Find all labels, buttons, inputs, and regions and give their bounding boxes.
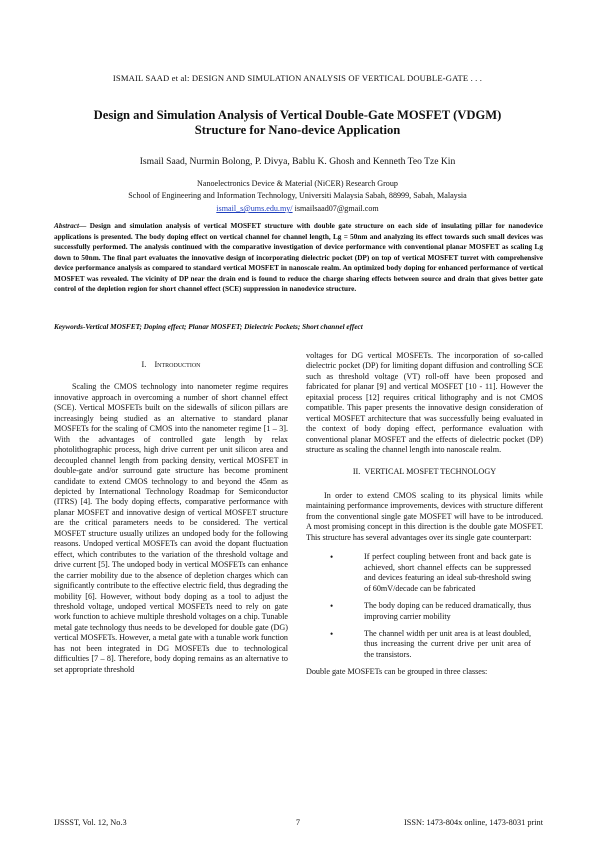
- list-item-text: The channel width per unit area is at least doubled, thus increasing the current drive per unit area of the transistors.: [364, 628, 531, 659]
- paper-title: [40, 108, 555, 138]
- footer-journal: IJSSST, Vol. 12, No.3: [54, 818, 127, 827]
- section-title: Introduction: [154, 360, 201, 369]
- page-number: 7: [295, 818, 301, 827]
- closing-line: Double gate MOSFETs can be grouped in three classes:: [306, 667, 488, 677]
- author-list: Ismail Saad, Nurmin Bolong, P. Divya, Bablu K. Ghosh and Kenneth Teo Tze Kin: [139, 156, 456, 167]
- section-number: II.: [352, 466, 361, 476]
- advantages-list: [306, 552, 543, 660]
- right-column: [306, 351, 543, 678]
- title-line-1: Design and Simulation Analysis of Vertical Double-Gate MOSFET (VDGM): [93, 108, 502, 122]
- intro-paragraph: Scaling the CMOS technology into nanometer regime requires innovative approach in overcoming a number of short channel effect (SCE). Vertical MOSFETs built on the sidewalls of silicon pillars are increasingly being studied as an alternative to standard planar MOSFETs for the scaling of CMOS into the nanometer regime [1 – 3]. With the advantages of controlled gate length by relax photolithographic process, high drive current per unit silicon area and decoupled channel length from packing density, vertical MOSFET in double-gate and/or surround gate structure has become prominent candidate to extend CMOS technology to and beyond the 45nm as depicted by International Technology Roadmap for Semiconductor (ITRS) [4]. The body doping effects, comparative performance with planar MOSFET and innovative design of vertical MOSFET structure are the critical parameters needs to be considered. The vertical MOSFET structure usually utilizes an undoped body for the following reasons. Undoped vertical MOSFETs can avoid the dopant fluctuation effect, which contributes to the variation of the threshold voltage and drive current [5]. The undoped body in vertical MOSFETs can enhance the carrier mobility due to the absence of depletion charges which can significantly contribute to the effective electric field, thus degrading the mobility [6]. However, without body doping as a tool to adjust the threshold voltage, undoped vertical MOSFETs need to rely on gate work function to achieve multiple threshold voltages on a chip. Tunable metal gate technology thus needs to be developed for double gate (DG) vertical MOSFETs. However, a metal gate with a tunable work function has not been integrated in DG MOSFETs due to technological difficulties [7 – 8]. Therefore, body doping remains as an alternative to set appropriate threshold: [54, 382, 288, 674]
- section2-paragraph: In order to extend CMOS scaling to its physical limits while maintaining performance improvements, devices with structure different from the conventional single gate MOSFET will have to be introduced. A most promising concept in this direction is the double gate MOSFET. This structure has several advantages over its single gate counterpart:: [306, 490, 543, 542]
- title-line-2: Structure for Nano-device Application: [194, 123, 401, 137]
- abstract-body: — Design and simulation analysis of vertical MOSFET structure with double gate structure on each side of insulating pillar for nanodevice applications is presented. The body doping effect on vertical channel for channel length, Lg = 50nm and analyzing its effect towards such small devices was successfully performed. The analysis continued with the comparative investigation of device performance with conventional planar MOSFET as scaling Lg down to 50nm. The final part evaluates the innovative design of incorporating dielectric pocket (DP) on top of vertical MOSFET turret with comprehensive device performance analysis as compared to standard vertical MOSFET in nanoscale realm. An optimized body doping for enhanced performance of vertical MOSFET was revealed. The vicinity of DP near the drain end is found to reduce the charge sharing effects between source and drain that gives better gate control of the depletion region for short channel effect (SCE) suppression in nanodevice structure.: [54, 222, 543, 293]
- footer-issn: ISSN: 1473-804x online, 1473-8031 print: [404, 818, 543, 827]
- abstract: [54, 221, 543, 295]
- list-item-text: The body doping can be reduced dramatically, thus improving carrier mobility: [364, 601, 531, 621]
- email-link[interactable]: ismail_s@ums.edu.my/: [216, 204, 293, 213]
- section-heading-introduction: [54, 360, 288, 370]
- left-column: [54, 360, 288, 675]
- running-head: ISMAIL SAAD et al: DESIGN AND SIMULATION ANALYSIS OF VERTICAL DOUBLE-GATE . . .: [112, 73, 483, 83]
- list-item-text: If perfect coupling between front and back gate is achieved, short channel effects can be suppressed and devices featuring an ideal sub-threshold swing of 60mV/decade can be fabricated: [364, 552, 531, 593]
- affiliation-school: School of Engineering and Information Technology, Universiti Malaysia Sabah, 88999, Sabah, Malaysia: [128, 191, 467, 200]
- email-secondary: ismailsaad07@gmail.com: [294, 204, 379, 213]
- section-number: I.: [141, 360, 147, 369]
- keywords: Keywords-Vertical MOSFET; Doping effect; Planar MOSFET; Dielectric Pockets; Short channel effect: [54, 323, 363, 331]
- list-item: [306, 552, 543, 594]
- abstract-label: Abstract: [54, 222, 79, 230]
- section-title: VERTICAL MOSFET TECHNOLOGY: [364, 466, 497, 476]
- bullet-icon: •: [330, 628, 334, 639]
- author-emails: [40, 203, 555, 215]
- affiliation-group: Nanoelectronics Device & Material (NiCER) Research Group: [197, 179, 398, 188]
- list-item: [306, 601, 543, 622]
- section-heading-vertical-mosfet: [306, 467, 543, 477]
- bullet-icon: •: [330, 552, 334, 563]
- bullet-icon: •: [330, 601, 334, 612]
- list-item: [306, 629, 543, 660]
- intro-continuation: voltages for DG vertical MOSFETs. The incorporation of so-called dielectric pocket (DP) for limiting dopant diffusion and controlling SCE such as threshold voltage (VT) roll-off have been proposed and fabricated for planar [9] and vertical MOSFET [10 - 11]. However the epitaxial process [12] requires critical lithography and is not CMOS compatible. This paper presents the innovative design consideration of vertical MOSFET architecture that was successfully being evaluated in the context of body doping effect, performance evaluation with conventional planar MOSFET and the effects of dielectric pocket (DP) structure as scaling the channel length into nanoscale realm.: [306, 351, 543, 455]
